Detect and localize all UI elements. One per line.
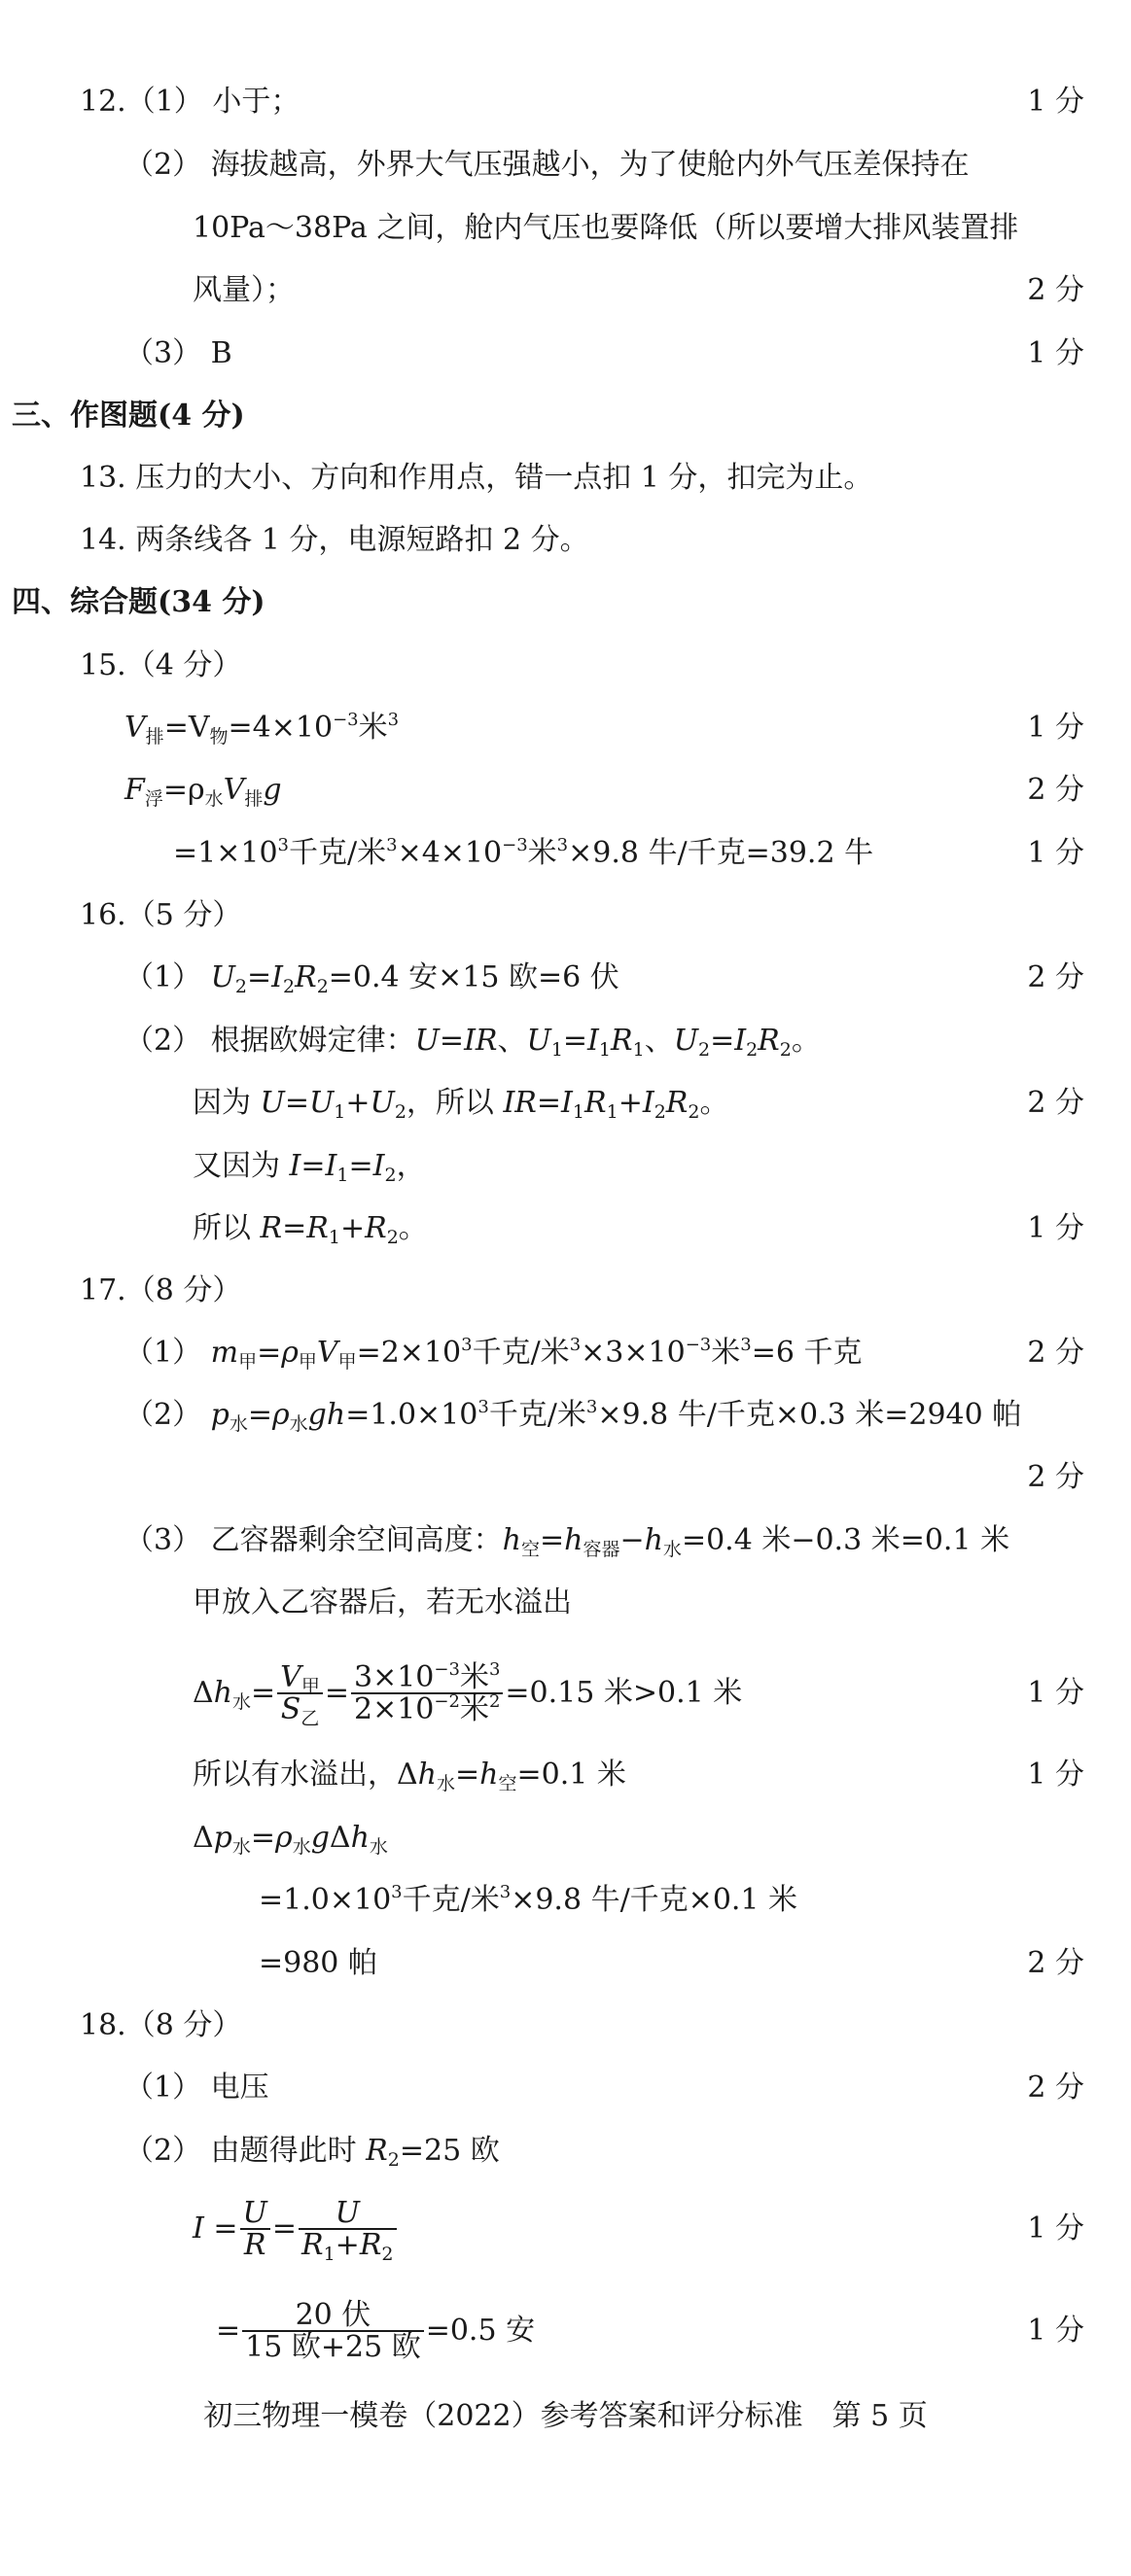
q12-part2-line1: （2） 海拔越高，外界大气压强越小，为了使舱内外气压差保持在 (124, 148, 970, 182)
q17-part3-line6: $=1.0\times 10^3$千克/米$^3$×9.8 牛/千克×0.1 米 (259, 1882, 798, 1917)
q12-part2-line3: 风量）； (193, 273, 295, 307)
score: 2 分 (1027, 1946, 1084, 1980)
q12-part3: （3） B (124, 336, 232, 370)
q14-text: 14. 两条线各 1 分，电源短路扣 2 分。 (80, 523, 589, 557)
score: 2 分 (1027, 1460, 1084, 1494)
fraction-u-over-r: $\frac{U}{R}$ (240, 2198, 270, 2261)
q16-part1: （1） $U_2=I_2R_2=0.4$ 安×15 欧=6 伏 (124, 960, 619, 997)
q17-part3-line4: 所以有水溢出，$\Delta h_水=h_空=0.1$ 米 (193, 1758, 626, 1794)
score: 2 分 (1027, 2071, 1084, 2105)
q17-part3-line5: $\Delta p_水=\rho_水g\Delta h_水$ (193, 1821, 388, 1858)
q17-part3-line7: =980 帕 (259, 1946, 377, 1980)
q18-part1: （1） 电压 (124, 2071, 269, 2105)
q16-part2-line1: （2） 根据欧姆定律：U=IR、$U_1=I_1R_1$、$U_2=I_2R_2$。 (124, 1024, 821, 1061)
q16-part2-line4: 所以 $R=R_1+R_2$。 (193, 1211, 428, 1248)
score: 1 分 (1027, 1676, 1084, 1710)
q15-line2: $F_浮=\rho_水V_排g$ (124, 773, 282, 810)
q12-number: 12. (80, 85, 126, 119)
fraction-u-over-r1-r2: $\frac{U}{R_1+R_2}$ (299, 2198, 397, 2261)
q17-part1: （1） $m_甲=\rho_甲V_甲=2\times 10^3$千克/米$^3\times 3\times 10^{-3}$米$^3$=6 千克 (124, 1335, 863, 1373)
q17-part2: （2） $p_水=\rho_水gh=1.0\times 10^3$千克/米$^3$×9.8 牛/千克×0.3 米=2940 帕 (124, 1397, 1022, 1435)
fraction-values: $\frac{\text{20 伏}}{\text{15 欧+25 欧}}$ (242, 2300, 424, 2363)
score: 1 分 (1027, 711, 1084, 745)
score: 2 分 (1027, 1336, 1084, 1370)
score: 1 分 (1027, 1211, 1084, 1245)
q16-part2-line2: 因为 $U=U_1+U_2$，所以 $IR=I_1R_1+I_2R_2$。 (193, 1086, 729, 1123)
q12-part1 (80, 83, 300, 122)
score: 1 分 (1027, 336, 1084, 370)
q15-line3: $=1\times 10^3$千克/米$^3\times 4\times 10^{-3}$米$^3$×9.8 牛/千克=39.2 牛 (173, 835, 874, 870)
score: 2 分 (1027, 273, 1084, 307)
q18-part2-fraction-line2: = $\frac{\text{20 伏}}{\text{15 欧+25 欧}}$ =0.5 安 (216, 2297, 536, 2364)
q17-part3-line1: （3） 乙容器剩余空间高度：$h_空=h_{容器}-h_水=0.4$ 米−0.3 米=0.1 米 (124, 1523, 1010, 1560)
q18-part2-fraction-line1: I = $\frac{U}{R}$ = $\frac{U}{R_1+R_2}$ (193, 2182, 399, 2276)
q15-line1: $V_排=V_物=4\times 10^{-3}$米$^3$ (124, 710, 400, 748)
score: 1 分 (1027, 1758, 1084, 1792)
score: 2 分 (1027, 773, 1084, 807)
q16-header: 16.（5 分） (80, 898, 242, 932)
fraction-v-over-s: $\frac{V_甲}{S_乙}$ (277, 1662, 323, 1725)
q13-text: 13. 压力的大小、方向和作用点，错一点扣 1 分，扣完为止。 (80, 461, 873, 495)
score: 2 分 (1027, 1086, 1084, 1120)
section-3-title: 三、作图题(4 分) (12, 399, 245, 433)
q12-part2-line2: 10Pa～38Pa 之间，舱内气压也要降低（所以要增大排风装置排 (193, 211, 1019, 245)
score: 2 分 (1027, 960, 1084, 994)
q12-part1-text: （1） 小于； (125, 85, 300, 119)
score: 1 分 (1027, 85, 1084, 119)
q16-part2-line3: 又因为 $I=I_1=I_2$， (193, 1149, 426, 1186)
section-4-title: 四、综合题(34 分) (12, 585, 265, 619)
fraction-values: $\frac{3\times 10^{-3}米^3}{2\times 10^{-2}米^2}$ (351, 1662, 503, 1725)
q17-part3-fraction-line: $\Delta h_水=$ $\frac{V_甲}{S_乙}$ = $\frac{3\times 10^{-3}米^3}{2\times 10^{-2}米^2}$ =0.15 米>0.1 米 (193, 1658, 743, 1729)
q17-header: 17.（8 分） (80, 1273, 242, 1307)
q17-part3-line2: 甲放入乙容器后，若无水溢出 (193, 1585, 572, 1619)
q18-part2-line1: （2） 由题得此时 $R_2=25$ 欧 (124, 2134, 500, 2171)
score: 1 分 (1027, 2211, 1084, 2245)
q18-header: 18.（8 分） (80, 2008, 242, 2042)
page-footer: 初三物理一模卷（2022）参考答案和评分标准 第 5 页 (203, 2399, 928, 2433)
score: 1 分 (1027, 2314, 1084, 2348)
q15-header: 15.（4 分） (80, 648, 242, 682)
score: 1 分 (1027, 836, 1084, 870)
